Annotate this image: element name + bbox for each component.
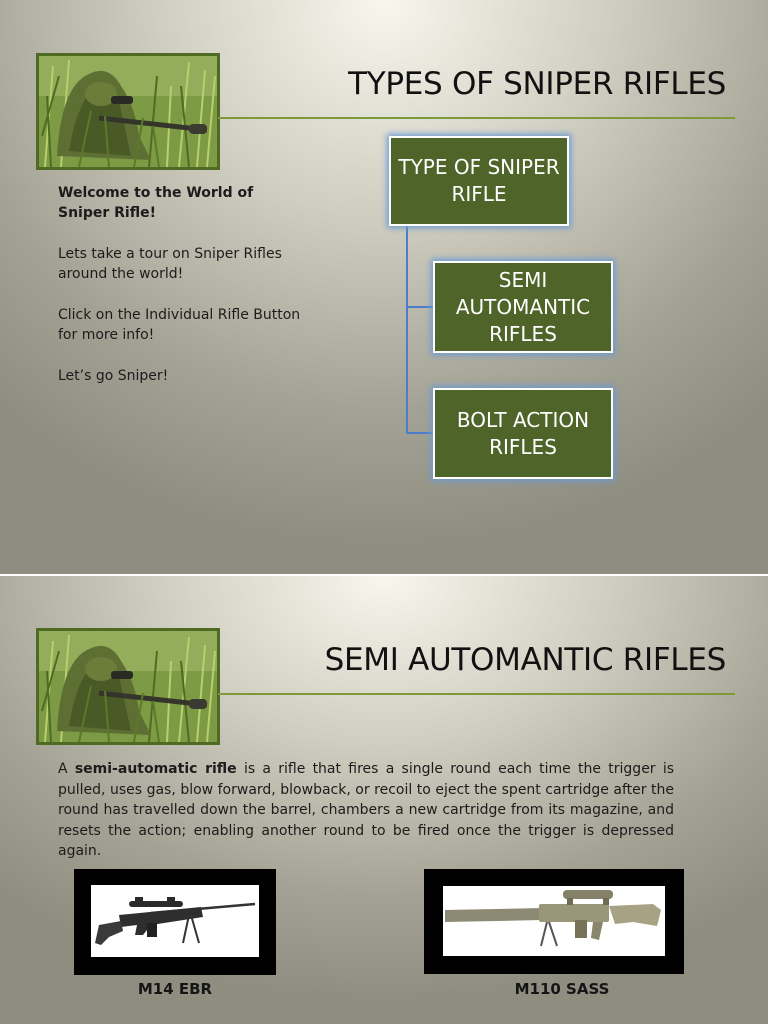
semi-automatic-rifles-label: SEMI AUTOMANTIC RIFLES <box>455 267 591 346</box>
sniper-ghillie-photo <box>36 628 220 745</box>
m14-ebr-image-button[interactable] <box>74 869 276 975</box>
page-title: SEMI AUTOMANTIC RIFLES <box>324 642 726 678</box>
m110-sass-caption: M110 SASS <box>514 980 610 998</box>
m110-sass-image-button[interactable] <box>424 869 684 974</box>
diagram-connector-bolt <box>406 432 434 434</box>
welcome-heading: Welcome to the World of Sniper Rifle! <box>58 185 254 221</box>
m110-sass-image <box>443 886 665 956</box>
m110-sass-rifle-icon <box>443 886 665 956</box>
semi-automatic-description <box>58 759 674 862</box>
sniper-ghillie-photo <box>36 53 220 170</box>
diagram-root-label: TYPE OF SNIPER RIFLE <box>398 155 560 206</box>
slide-semi-automatic-rifles <box>0 576 768 1024</box>
intro-text <box>58 183 308 407</box>
title-underline <box>218 117 735 119</box>
page-title: TYPES OF SNIPER RIFLES <box>348 66 726 102</box>
intro-paragraph: Lets take a tour on Sniper Rifles around the world! <box>58 246 282 282</box>
semi-automatic-rifles-button[interactable] <box>433 261 613 353</box>
description-prefix: A <box>58 761 68 777</box>
title-underline <box>218 693 735 695</box>
diagram-connector-vertical <box>406 226 408 434</box>
diagram-root-node <box>389 136 569 226</box>
description-body: is a rifle that fires a single round each time the trigger is pulled, uses gas, blow forward, blowback, or recoil to eject the spent cartridge after the round has travelled down the barrel, chambers a new cartridge from its magazine, and resets the action; enabling another round to be fired once the trigger is depressed again. <box>58 761 675 859</box>
m14-ebr-rifle-icon <box>91 885 259 957</box>
description-term: semi-automatic rifle <box>74 761 237 777</box>
intro-closing: Let’s go Sniper! <box>58 368 169 384</box>
m14-ebr-image <box>91 885 259 957</box>
m14-ebr-caption: M14 EBR <box>137 980 213 998</box>
bolt-action-rifles-label: BOLT ACTION RIFLES <box>456 407 590 459</box>
bolt-action-rifles-button[interactable] <box>433 388 613 479</box>
diagram-connector-semi <box>406 306 434 308</box>
intro-instruction: Click on the Individual Rifle Button for more info! <box>58 307 301 343</box>
